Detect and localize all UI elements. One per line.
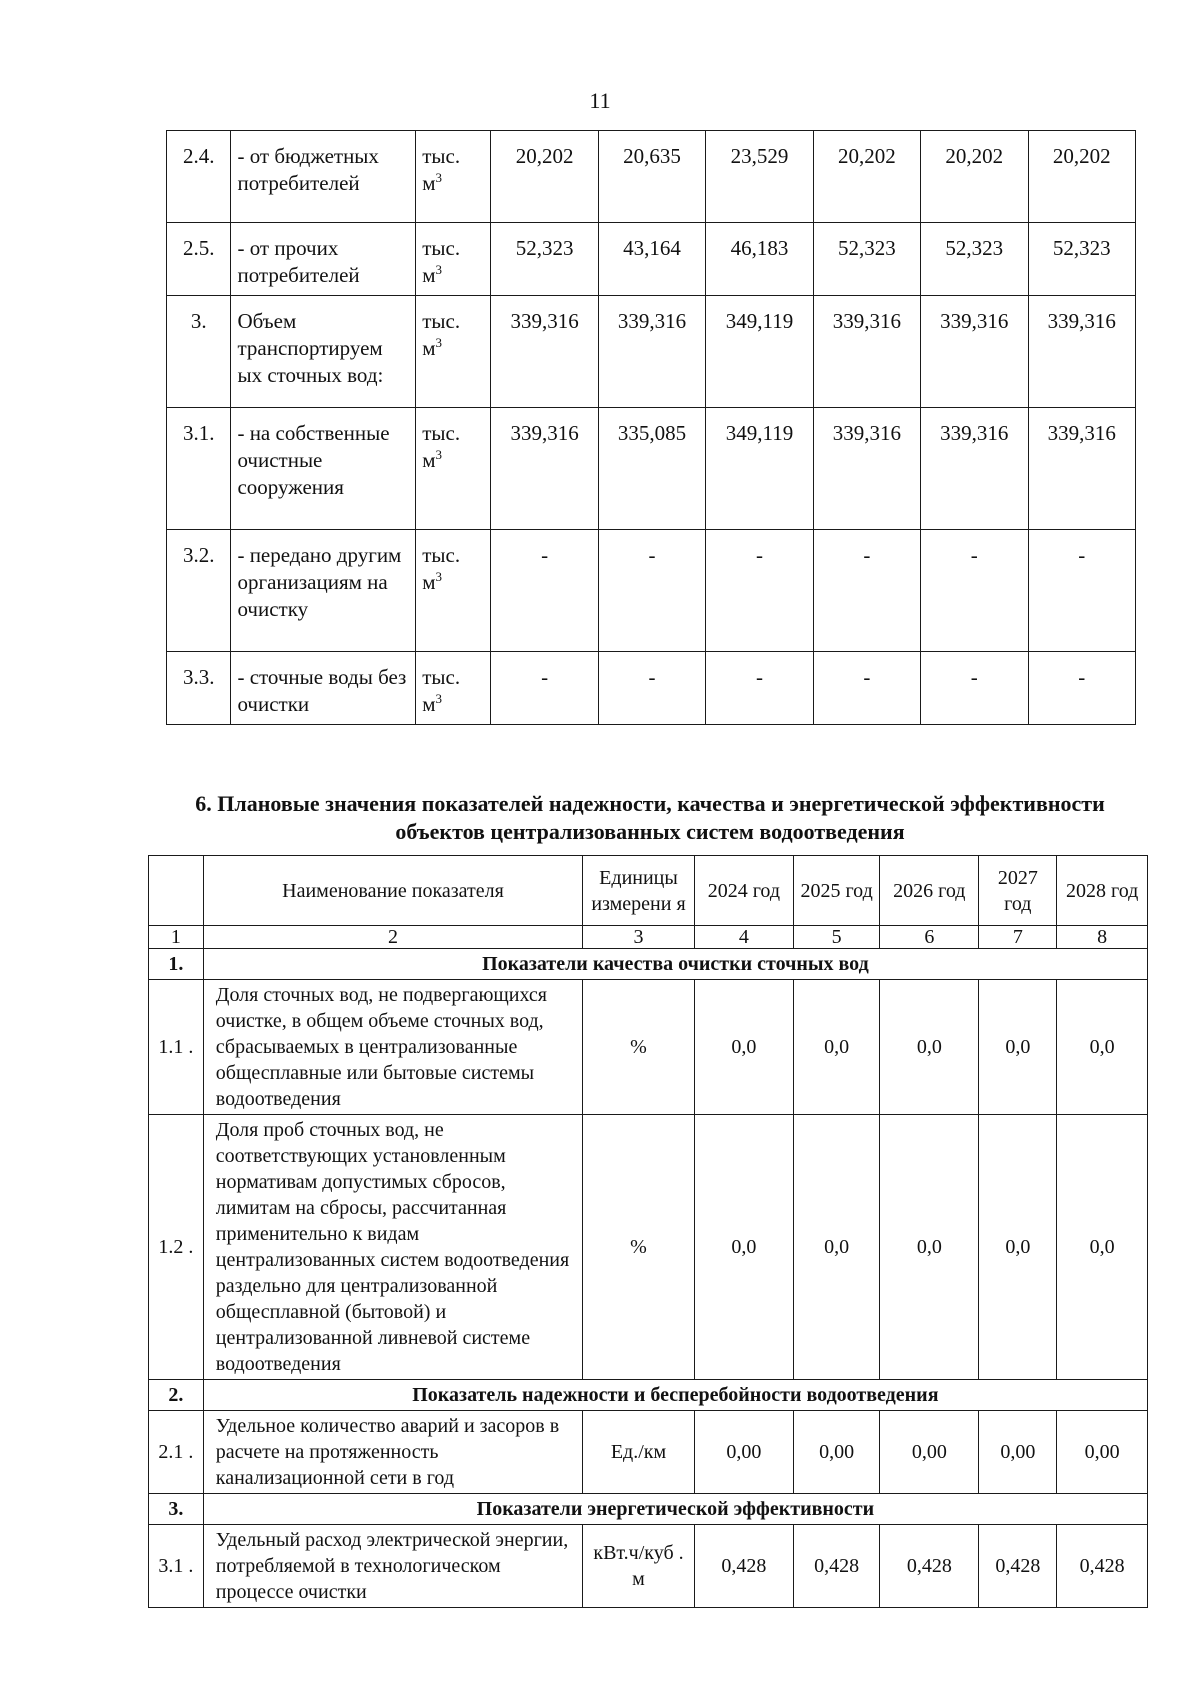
unit-exponent: 3 — [435, 170, 443, 185]
row-name: Объем транспортируем ых сточных вод: — [231, 296, 416, 408]
row-value: - — [813, 652, 920, 725]
row-value: 339,316 — [813, 296, 920, 408]
row-value: 52,323 — [813, 223, 920, 296]
column-number: 4 — [694, 926, 793, 949]
header-year: 2026 год — [880, 856, 979, 926]
indicator-value: 0,0 — [694, 980, 793, 1115]
indicator-number: 2.1 . — [149, 1411, 204, 1494]
row-value: 339,316 — [813, 408, 920, 530]
row-value: - — [921, 530, 1028, 652]
header-year: 2024 год — [694, 856, 793, 926]
indicator-value: 0,428 — [979, 1525, 1057, 1608]
section-number: 2. — [149, 1380, 204, 1411]
unit-exponent: 3 — [435, 335, 443, 350]
row-name: - передано другим организациям на очистку — [231, 530, 416, 652]
row-value: 339,316 — [491, 296, 598, 408]
indicator-value: 0,428 — [880, 1525, 979, 1608]
row-value: - — [813, 530, 920, 652]
row-name: - от бюджетных потребителей — [231, 131, 416, 223]
indicator-row — [149, 980, 1148, 1115]
unit-base: м — [422, 171, 436, 195]
row-value: - — [598, 530, 705, 652]
row-value: 23,529 — [706, 131, 813, 223]
indicators-table — [148, 855, 1148, 1608]
row-name: - от прочих потребителей — [231, 223, 416, 296]
row-value: - — [598, 652, 705, 725]
row-name: - на собственные очистные сооружения — [231, 408, 416, 530]
row-value: - — [706, 530, 813, 652]
column-number: 7 — [979, 926, 1057, 949]
indicator-number: 3.1 . — [149, 1525, 204, 1608]
indicator-number: 1.1 . — [149, 980, 204, 1115]
table-row — [167, 408, 1136, 530]
section-title: 6. Плановые значения показателей надежности, качества и энергетической эффективности объектов централизованных систем водоотведения — [195, 791, 1105, 844]
unit-prefix: тыс. — [422, 665, 461, 689]
indicator-value: 0,428 — [1057, 1525, 1148, 1608]
row-value: 339,316 — [491, 408, 598, 530]
indicator-value: 0,00 — [880, 1411, 979, 1494]
column-number: 3 — [583, 926, 695, 949]
section-number: 1. — [149, 949, 204, 980]
table-row — [167, 223, 1136, 296]
indicator-value: 0,0 — [979, 980, 1057, 1115]
section-title-cell: Показатель надежности и бесперебойности водоотведения — [203, 1380, 1147, 1411]
unit-base: м — [422, 263, 436, 287]
row-number: 2.5. — [167, 223, 231, 296]
column-number: 6 — [880, 926, 979, 949]
row-number: 3.1. — [167, 408, 231, 530]
column-numbers-row — [149, 926, 1148, 949]
column-number: 8 — [1057, 926, 1148, 949]
row-value: - — [491, 652, 598, 725]
section-number: 3. — [149, 1494, 204, 1525]
row-unit — [416, 408, 491, 530]
column-number: 5 — [793, 926, 879, 949]
indicator-value: 0,00 — [1057, 1411, 1148, 1494]
indicator-unit: % — [583, 980, 695, 1115]
row-value: 20,635 — [598, 131, 705, 223]
header-year: 2027 год — [979, 856, 1057, 926]
row-unit — [416, 530, 491, 652]
unit-prefix: тыс. — [422, 309, 461, 333]
unit-exponent: 3 — [435, 691, 443, 706]
row-unit — [416, 131, 491, 223]
row-value: - — [1028, 530, 1135, 652]
row-value: 43,164 — [598, 223, 705, 296]
section-row — [149, 1380, 1148, 1411]
unit-prefix: тыс. — [422, 236, 461, 260]
row-number: 2.4. — [167, 131, 231, 223]
indicator-number: 1.2 . — [149, 1115, 204, 1380]
row-number: 3.2. — [167, 530, 231, 652]
section-title-cell: Показатели энергетической эффективности — [203, 1494, 1147, 1525]
indicator-unit: кВт.ч/куб . м — [583, 1525, 695, 1608]
column-number: 2 — [203, 926, 582, 949]
indicator-name: Удельное количество аварий и засоров в расчете на протяженность канализационной сети в год — [203, 1411, 582, 1494]
header-year: 2028 год — [1057, 856, 1148, 926]
row-value: - — [1028, 652, 1135, 725]
indicator-value: 0,428 — [694, 1525, 793, 1608]
row-value: 339,316 — [921, 296, 1028, 408]
indicator-name: Доля проб сточных вод, не соответствующих установленным нормативам допустимых сбросов, лимитам на сбросы, рассчитанная применительно к видам централизованных систем водоотведения раздельно для централизованной общесплавной (бытовой) и централизованной ливневой системе водоотведения — [203, 1115, 582, 1380]
row-name: - сточные воды без очистки — [231, 652, 416, 725]
indicator-value: 0,0 — [880, 1115, 979, 1380]
row-number: 3. — [167, 296, 231, 408]
row-number: 3.3. — [167, 652, 231, 725]
section-row — [149, 1494, 1148, 1525]
table-row — [167, 296, 1136, 408]
unit-prefix: тыс. — [422, 421, 461, 445]
header-num-cell — [149, 856, 204, 926]
row-value: 52,323 — [1028, 223, 1135, 296]
unit-exponent: 3 — [435, 262, 443, 277]
row-unit — [416, 652, 491, 725]
indicator-value: 0,00 — [793, 1411, 879, 1494]
indicator-unit: Ед./км — [583, 1411, 695, 1494]
indicator-value: 0,428 — [793, 1525, 879, 1608]
indicator-row — [149, 1115, 1148, 1380]
row-value: 20,202 — [813, 131, 920, 223]
header-name: Наименование показателя — [203, 856, 582, 926]
table-row — [167, 131, 1136, 223]
row-value: - — [921, 652, 1028, 725]
unit-base: м — [422, 692, 436, 716]
header-year: 2025 год — [793, 856, 879, 926]
row-value: 46,183 — [706, 223, 813, 296]
indicator-value: 0,0 — [793, 1115, 879, 1380]
row-value: 339,316 — [598, 296, 705, 408]
page-number: 11 — [589, 88, 611, 113]
indicator-value: 0,0 — [979, 1115, 1057, 1380]
unit-base: м — [422, 570, 436, 594]
section-row — [149, 949, 1148, 980]
row-value: 339,316 — [1028, 296, 1135, 408]
unit-base: м — [422, 448, 436, 472]
unit-base: м — [422, 336, 436, 360]
row-value: 335,085 — [598, 408, 705, 530]
row-unit — [416, 223, 491, 296]
row-unit — [416, 296, 491, 408]
unit-prefix: тыс. — [422, 543, 461, 567]
indicator-name: Удельный расход электрической энергии, потребляемой в технологическом процессе очистки — [203, 1525, 582, 1608]
row-value: 339,316 — [1028, 408, 1135, 530]
indicator-value: 0,0 — [1057, 1115, 1148, 1380]
indicator-value: 0,0 — [793, 980, 879, 1115]
table-row — [167, 652, 1136, 725]
indicator-unit: % — [583, 1115, 695, 1380]
indicator-value: 0,00 — [979, 1411, 1057, 1494]
header-row — [149, 856, 1148, 926]
section-title-cell: Показатели качества очистки сточных вод — [203, 949, 1147, 980]
indicator-row — [149, 1525, 1148, 1608]
row-value: 20,202 — [921, 131, 1028, 223]
table-row — [167, 530, 1136, 652]
indicator-value: 0,0 — [880, 980, 979, 1115]
wastewater-volume-table — [166, 130, 1136, 725]
indicator-row — [149, 1411, 1148, 1494]
indicator-value: 0,00 — [694, 1411, 793, 1494]
row-value: 52,323 — [921, 223, 1028, 296]
unit-exponent: 3 — [435, 569, 443, 584]
column-number: 1 — [149, 926, 204, 949]
row-value: 20,202 — [1028, 131, 1135, 223]
header-unit: Единицы измерени я — [583, 856, 695, 926]
indicator-value: 0,0 — [694, 1115, 793, 1380]
row-value: 52,323 — [491, 223, 598, 296]
indicator-name: Доля сточных вод, не подвергающихся очистке, в общем объеме сточных вод, сбрасываемых в централизованные общесплавные или бытовые системы водоотведения — [203, 980, 582, 1115]
row-value: - — [706, 652, 813, 725]
row-value: 349,119 — [706, 408, 813, 530]
row-value: 339,316 — [921, 408, 1028, 530]
indicator-value: 0,0 — [1057, 980, 1148, 1115]
unit-exponent: 3 — [435, 447, 443, 462]
row-value: - — [491, 530, 598, 652]
unit-prefix: тыс. — [422, 144, 461, 168]
row-value: 20,202 — [491, 131, 598, 223]
row-value: 349,119 — [706, 296, 813, 408]
